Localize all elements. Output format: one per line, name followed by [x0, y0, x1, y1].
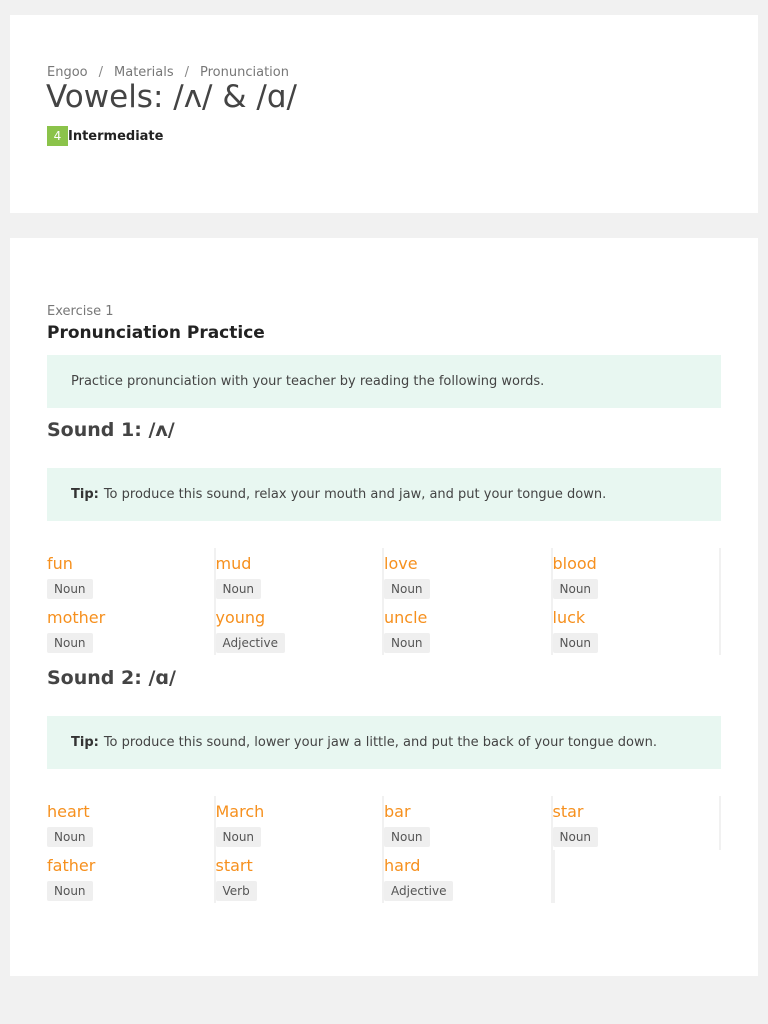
- word-card[interactable]: [47, 850, 216, 904]
- breadcrumb-engoo[interactable]: Engoo: [47, 65, 88, 80]
- sound-1-tip: [47, 468, 721, 521]
- sound-2-tip: [47, 716, 721, 769]
- part-of-speech-tag: Noun: [47, 827, 93, 847]
- word: heart: [47, 802, 90, 821]
- empty-word-cell: [553, 850, 722, 904]
- word: love: [384, 554, 418, 573]
- word-card[interactable]: [47, 602, 216, 656]
- level-badge: [47, 126, 163, 146]
- part-of-speech-tag: Noun: [384, 633, 430, 653]
- tip-text: To produce this sound, lower your jaw a little, and put the back of your tongue down.: [103, 735, 657, 750]
- word-card[interactable]: [216, 602, 385, 656]
- instruction-box: [47, 355, 721, 408]
- part-of-speech-tag: Noun: [384, 827, 430, 847]
- breadcrumb-separator: /: [184, 65, 189, 80]
- page-title: Vowels: /ʌ/ & /ɑ/: [46, 79, 297, 115]
- word: hard: [384, 855, 421, 875]
- word-card[interactable]: [216, 548, 385, 602]
- part-of-speech-tag: Noun: [47, 881, 93, 901]
- word: blood: [552, 554, 597, 573]
- exercise-card: [10, 238, 758, 976]
- word: mud: [215, 554, 252, 573]
- word-card[interactable]: [216, 796, 385, 850]
- word-card[interactable]: [553, 796, 722, 850]
- word: uncle: [384, 607, 428, 627]
- word-card[interactable]: [47, 796, 216, 850]
- part-of-speech-tag: Noun: [384, 579, 430, 599]
- word-card[interactable]: [553, 602, 722, 656]
- level-number: 4: [47, 126, 68, 146]
- breadcrumb: [47, 65, 289, 80]
- word-card[interactable]: [384, 602, 553, 656]
- word: bar: [384, 802, 411, 821]
- word-card[interactable]: [384, 796, 553, 850]
- word-card[interactable]: [384, 548, 553, 602]
- part-of-speech-tag: Adjective: [384, 881, 453, 901]
- tip-text: To produce this sound, relax your mouth and jaw, and put your tongue down.: [103, 487, 607, 502]
- sound-1-word-grid: [47, 548, 721, 655]
- word: luck: [552, 607, 586, 627]
- word: start: [215, 855, 253, 875]
- sound-2-word-grid: [47, 796, 721, 903]
- word: father: [47, 855, 96, 875]
- word-card[interactable]: [553, 548, 722, 602]
- part-of-speech-tag: Noun: [553, 633, 599, 653]
- word: mother: [47, 607, 106, 627]
- breadcrumb-separator: /: [98, 65, 104, 80]
- sound-1-title: Sound 1: /ʌ/: [47, 419, 175, 441]
- part-of-speech-tag: Verb: [216, 881, 257, 901]
- breadcrumb-materials[interactable]: Materials: [114, 65, 174, 80]
- part-of-speech-tag: Noun: [553, 827, 599, 847]
- part-of-speech-tag: Noun: [47, 633, 93, 653]
- part-of-speech-tag: Noun: [216, 579, 262, 599]
- word: March: [215, 802, 265, 821]
- tip-label: Tip:: [71, 735, 99, 750]
- part-of-speech-tag: Adjective: [216, 633, 285, 653]
- word-card[interactable]: [384, 850, 553, 904]
- word: star: [552, 802, 584, 821]
- part-of-speech-tag: Noun: [553, 579, 599, 599]
- exercise-label: Exercise 1: [47, 304, 114, 319]
- word: young: [215, 607, 266, 627]
- word-card[interactable]: [216, 850, 385, 904]
- breadcrumb-pronunciation[interactable]: Pronunciation: [200, 65, 289, 80]
- word-card[interactable]: [47, 548, 216, 602]
- part-of-speech-tag: Noun: [47, 579, 93, 599]
- word: fun: [47, 554, 73, 573]
- tip-label: Tip:: [71, 487, 99, 502]
- part-of-speech-tag: Noun: [216, 827, 262, 847]
- exercise-title: Pronunciation Practice: [47, 323, 265, 343]
- header-card: [10, 15, 758, 213]
- instruction-text: Practice pronunciation with your teacher by reading the following words.: [71, 374, 545, 389]
- level-label: Intermediate: [68, 128, 164, 144]
- sound-2-title: Sound 2: /ɑ/: [47, 667, 176, 689]
